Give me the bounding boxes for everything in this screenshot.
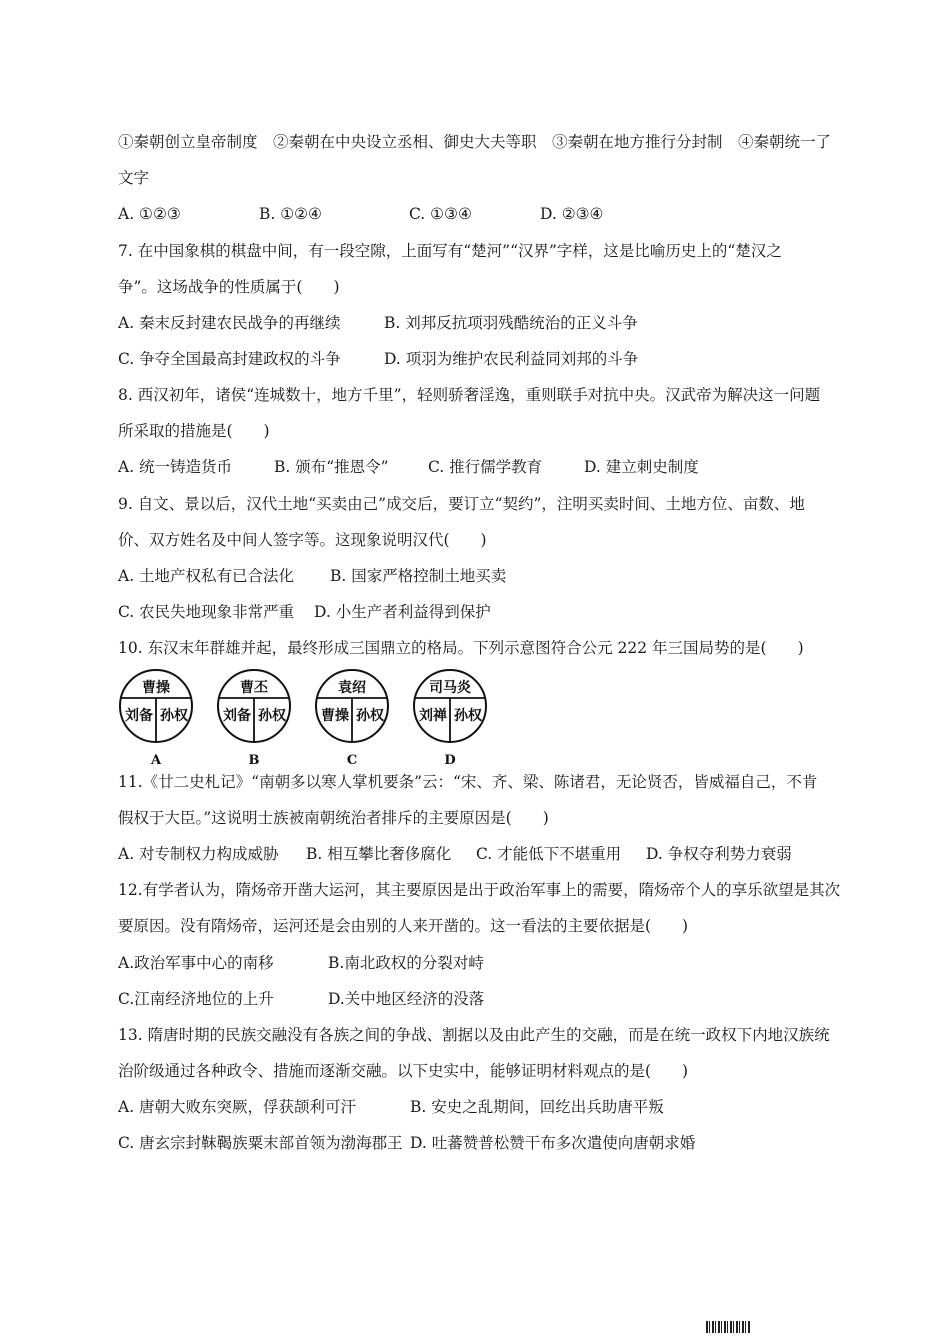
diagram-d-top: 司马炎 bbox=[429, 680, 471, 696]
q12-options-ab bbox=[118, 952, 484, 974]
q7-option-c: C. 争夺全国最高封建政权的斗争 bbox=[118, 350, 341, 368]
q6-option-d: D. ②③④ bbox=[540, 205, 604, 223]
q11-option-a: A. 对专制权力构成威胁 bbox=[118, 845, 279, 863]
q9-stem-line1: 9. 自文、景以后，汉代土地“买卖由己”成交后，要订立“契约”，注明买卖时间、土地方位、亩数、地 bbox=[118, 495, 805, 513]
diagram-b-left: 刘备 bbox=[223, 708, 251, 724]
diagram-a-letter: A bbox=[150, 753, 162, 768]
diagram-a-left: 刘备 bbox=[125, 708, 153, 724]
q7-options-ab bbox=[118, 312, 638, 334]
q7-option-d: D. 项羽为维护农民利益同刘邦的斗争 bbox=[384, 350, 639, 368]
q12-option-d: D.关中地区经济的没落 bbox=[328, 990, 485, 1008]
diagram-a bbox=[118, 668, 198, 768]
diagram-c-right: 孙权 bbox=[356, 708, 384, 724]
diagram-b-right: 孙权 bbox=[258, 708, 286, 724]
q9-option-d: D. 小生产者利益得到保护 bbox=[314, 603, 491, 621]
q7-option-a: A. 秦末反封建农民战争的再继续 bbox=[118, 314, 341, 332]
diagram-b-letter: B bbox=[248, 753, 260, 768]
q6-option-b: B. ①②④ bbox=[259, 205, 322, 223]
q13-options-ab bbox=[118, 1096, 664, 1118]
q12-options-cd bbox=[118, 988, 484, 1010]
q8-option-c: C. 推行儒学教育 bbox=[428, 458, 543, 476]
diagram-c bbox=[314, 668, 394, 768]
q8-option-a: A. 统一铸造货币 bbox=[118, 458, 233, 476]
q11-stem-line1: 11.《廿二史札记》“南朝多以寒人掌机要条”云：“宋、齐、梁、陈诸君，无论贤否，皆威福自己，不肯 bbox=[118, 773, 818, 791]
diagram-c-letter: C bbox=[346, 753, 358, 768]
q6-option-c: C. ①③④ bbox=[409, 205, 472, 223]
q6-statements-line2: 文字 bbox=[118, 169, 150, 187]
q11-option-b: B. 相互攀比奢侈腐化 bbox=[306, 845, 452, 863]
q9-options-cd bbox=[118, 601, 491, 623]
q6-statements-line1: ①秦朝创立皇帝制度 ②秦朝在中央设立丞相、御史大夫等职 ③秦朝在地方推行分封制 ④秦朝统一了 bbox=[118, 133, 832, 151]
diagram-a-top: 曹操 bbox=[142, 680, 170, 696]
q10-stem: 10. 东汉末年群雄并起，最终形成三国鼎立的格局。下列示意图符合公元 222 年三国局势的是( ) bbox=[118, 639, 804, 657]
diagram-b-top: 曹丕 bbox=[240, 680, 268, 696]
q13-option-c: C. 唐玄宗封靺鞨族粟末部首领为渤海郡王 bbox=[118, 1134, 403, 1152]
q11-option-d: D. 争权夺利势力衰弱 bbox=[646, 845, 792, 863]
q13-options-cd bbox=[118, 1132, 695, 1154]
q7-stem-line1: 7. 在中国象棋的棋盘中间，有一段空隙，上面写有“楚河”“汉界”字样，这是比喻历史上的“楚汉之 bbox=[118, 242, 782, 260]
q12-option-a: A.政治军事中心的南移 bbox=[118, 954, 274, 972]
q11-stem-line2: 假权于大臣。”这说明士族被南朝统治者排斥的主要原因是( ) bbox=[118, 809, 549, 827]
q13-option-d: D. 吐蕃赞普松赞干布多次遣使向唐朝求婚 bbox=[410, 1134, 696, 1152]
footer-barcode-icon bbox=[706, 1321, 750, 1333]
diagram-d-left: 刘禅 bbox=[419, 708, 447, 724]
q9-options-ab bbox=[118, 565, 506, 587]
q7-options-cd bbox=[118, 348, 638, 370]
q11-options bbox=[118, 843, 792, 865]
q13-option-a: A. 唐朝大败东突厥，俘获颉利可汗 bbox=[118, 1098, 357, 1116]
q13-stem-line2: 治阶级通过各种政令、措施而逐渐交融。以下史实中，能够证明材料观点的是( ) bbox=[118, 1062, 689, 1080]
q10-diagrams bbox=[118, 668, 498, 768]
q8-options bbox=[118, 456, 699, 478]
diagram-c-top: 袁绍 bbox=[338, 680, 366, 696]
q7-stem-line2: 争”。这场战争的性质属于( ) bbox=[118, 278, 340, 296]
q12-option-c: C.江南经济地位的上升 bbox=[118, 990, 274, 1008]
q9-option-a: A. 土地产权私有已合法化 bbox=[118, 567, 295, 585]
q9-stem-line2: 价、双方姓名及中间人签字等。这现象说明汉代( ) bbox=[118, 531, 487, 549]
q9-option-c: C. 农民失地现象非常严重 bbox=[118, 603, 295, 621]
q6-option-a: A. ①②③ bbox=[118, 205, 181, 223]
diagram-b bbox=[216, 668, 296, 768]
diagram-d-right: 孙权 bbox=[454, 708, 482, 724]
q12-stem-line2: 要原因。没有隋炀帝，运河还是会由别的人来开凿的。这一看法的主要依据是( ) bbox=[118, 917, 689, 935]
diagram-c-left: 曹操 bbox=[321, 708, 349, 724]
q13-option-b: B. 安史之乱期间，回纥出兵助唐平叛 bbox=[410, 1098, 664, 1116]
q9-option-b: B. 国家严格控制土地买卖 bbox=[330, 567, 507, 585]
q6-options bbox=[118, 203, 603, 225]
diagram-a-right: 孙权 bbox=[160, 708, 188, 724]
q8-option-b: B. 颁布“推恩令” bbox=[274, 458, 389, 476]
q7-option-b: B. 刘邦反抗项羽残酷统治的正义斗争 bbox=[384, 314, 638, 332]
q8-option-d: D. 建立刺史制度 bbox=[584, 458, 699, 476]
q12-option-b: B.南北政权的分裂对峙 bbox=[328, 954, 484, 972]
q11-option-c: C. 才能低下不堪重用 bbox=[476, 845, 622, 863]
diagram-d-letter: D bbox=[444, 753, 456, 768]
diagram-d bbox=[412, 668, 492, 768]
q8-stem-line2: 所采取的措施是( ) bbox=[118, 422, 270, 440]
q8-stem-line1: 8. 西汉初年，诸侯“连城数十，地方千里”，轻则骄奢淫逸，重则联手对抗中央。汉武帝为解决这一问题 bbox=[118, 386, 821, 404]
q13-stem-line1: 13. 隋唐时期的民族交融没有各族之间的争战、割据以及由此产生的交融，而是在统一政权下内地汉族统 bbox=[118, 1026, 830, 1044]
q12-stem-line1: 12.有学者认为，隋炀帝开凿大运河，其主要原因是出于政治军事上的需要，隋炀帝个人的享乐欲望是其次 bbox=[118, 881, 841, 899]
